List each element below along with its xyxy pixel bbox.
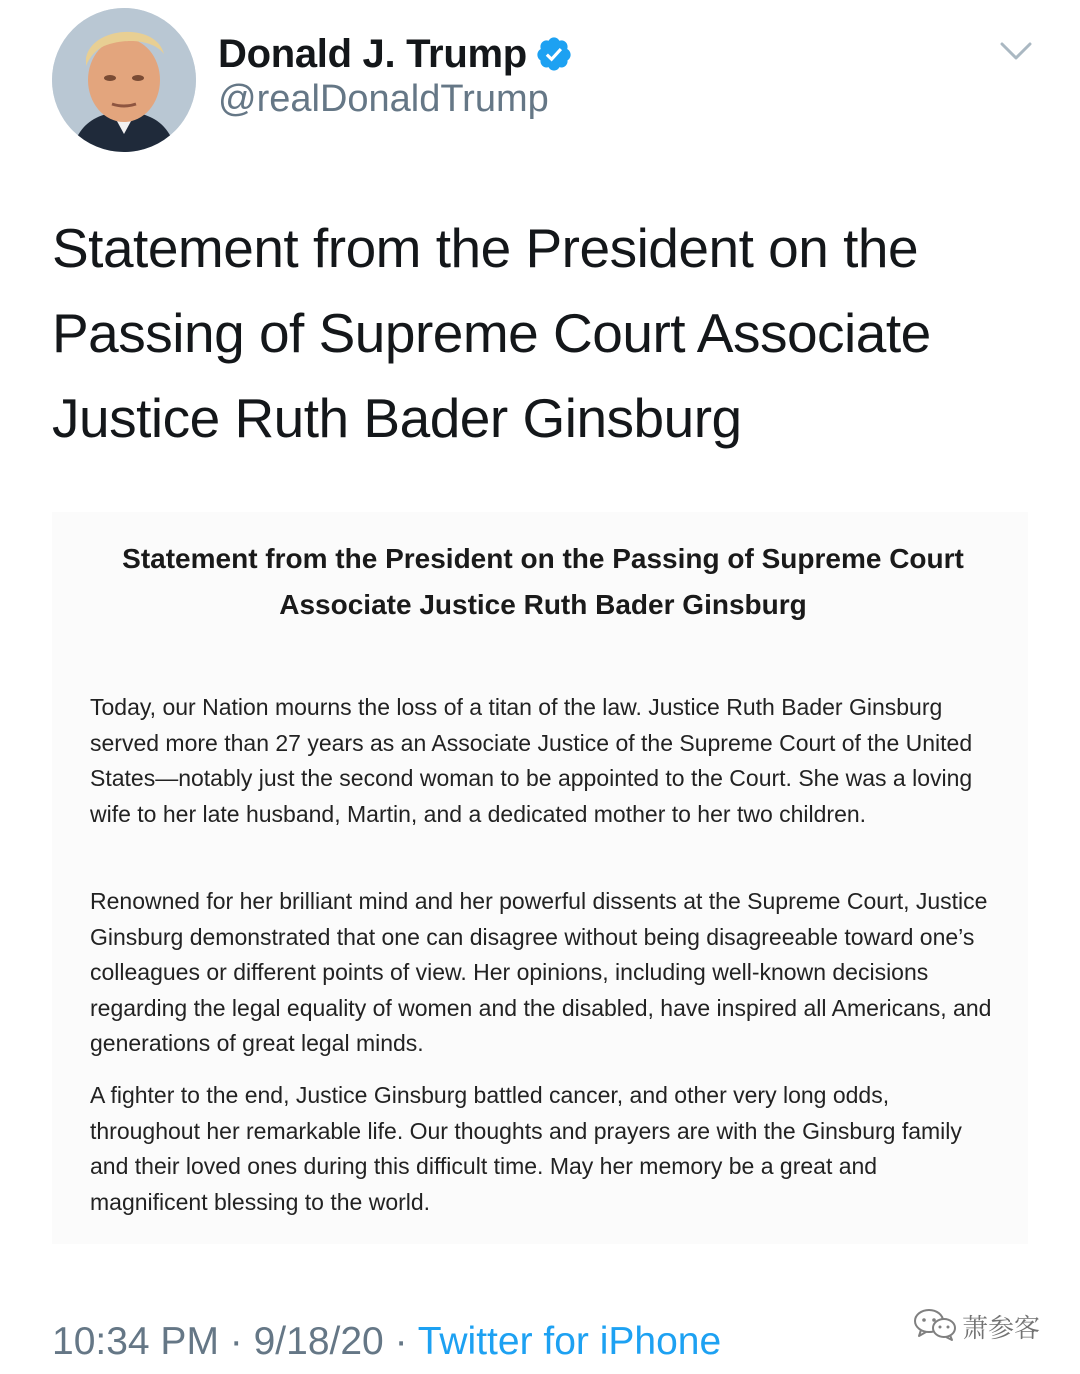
more-options-chevron-icon[interactable] <box>996 34 1036 68</box>
verified-badge-icon <box>535 35 573 73</box>
tweet-meta <box>52 1316 721 1368</box>
avatar-image <box>52 8 196 152</box>
watermark-text: 萧参客 <box>962 1313 1041 1344</box>
avatar[interactable] <box>52 8 196 152</box>
statement-paragraph: Renowned for her brilliant mind and her powerful dissents at the Supreme Court, Justice Ginsburg demonstrated that one can disagree without being disagreeable toward one’s colleagues or different points of view. Her opinions, including well-known decisions regarding the legal equality of women and the disabled, have inspired all Americans, and generations of great legal minds. <box>90 888 992 1056</box>
attached-statement-image[interactable] <box>52 512 1028 1244</box>
meta-separator: · <box>218 1320 254 1363</box>
statement-paragraph: Today, our Nation mourns the loss of a titan of the law. Justice Ruth Bader Ginsburg served more than 27 years as an Associate Justice of the Supreme Court of the United States—notably just the second woman to be appointed to the Court. She was a loving wife to her late husband, Martin, and a dedicated mother to her two children. <box>90 694 973 827</box>
statement-paragraph: A fighter to the end, Justice Ginsburg battled cancer, and other very long odds, throughout her remarkable life. Our thoughts and prayers are with the Ginsburg family and their loved ones during this difficult time. May her memory be a great and magnificent blessing to the world. <box>90 1082 962 1215</box>
tweet-time[interactable]: 10:34 PM <box>52 1320 219 1363</box>
author-handle[interactable]: @realDonaldTrump <box>218 78 549 120</box>
watermark <box>912 1306 1040 1346</box>
wechat-icon <box>912 1306 958 1347</box>
statement-title: Statement from the President on the Passing of Supreme Court Associate Justice Ruth Bader Ginsburg <box>122 543 964 620</box>
author-name-row[interactable] <box>218 26 573 82</box>
meta-separator: · <box>383 1320 418 1363</box>
tweet-text: Statement from the President on the Passing of Supreme Court Associate Justice Ruth Bader Ginsburg <box>52 217 931 449</box>
tweet-source-link[interactable]: Twitter for iPhone <box>417 1320 722 1363</box>
display-name[interactable]: Donald J. Trump <box>218 31 527 76</box>
tweet-date[interactable]: 9/18/20 <box>253 1320 384 1363</box>
